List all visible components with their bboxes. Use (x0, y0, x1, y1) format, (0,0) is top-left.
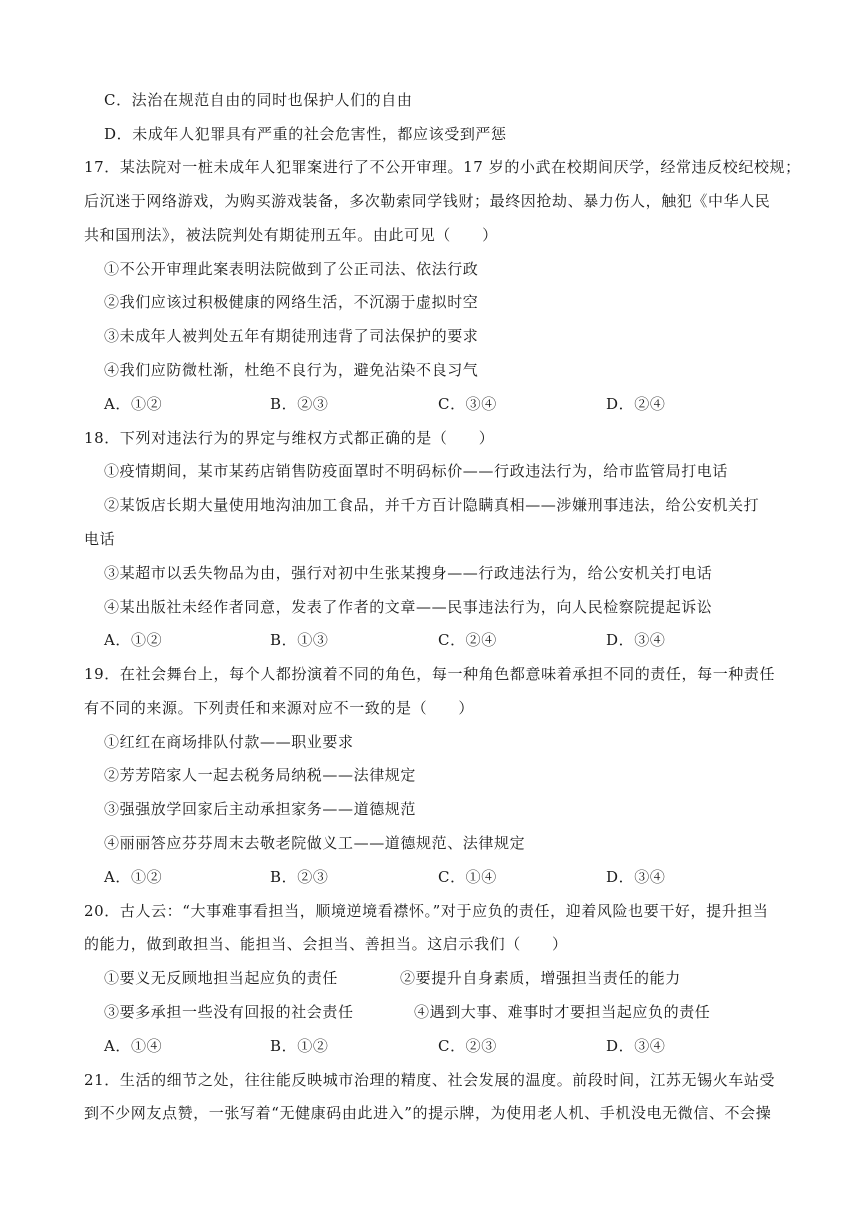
q17-stem-line-3: 共和国刑法》，被法院判处有期徒刑五年。由此可见（ ） (84, 226, 498, 244)
q17-option-b[interactable]: B．②③ (270, 395, 329, 413)
q17-item-4: ④我们应防微杜渐，杜绝不良行为，避免沾染不良习气 (104, 361, 479, 379)
q17-item-3: ③未成年人被判处五年有期徒刑违背了司法保护的要求 (104, 327, 479, 345)
q19-option-d[interactable]: D．③④ (606, 868, 666, 886)
q20-option-a[interactable]: A．①④ (104, 1037, 163, 1055)
q20-item-3: ③要多承担一些没有回报的社会责任 (104, 1003, 354, 1021)
q17-item-1: ①不公开审理此案表明法院做到了公正司法、依法行政 (104, 260, 479, 278)
q18-options (104, 630, 744, 650)
q19-option-c[interactable]: C．①④ (438, 868, 497, 886)
q19-options (104, 867, 744, 887)
q17-item-2: ②我们应该过积极健康的网络生活，不沉溺于虚拟时空 (104, 293, 479, 311)
q19-option-b[interactable]: B．②③ (270, 868, 329, 886)
q16-option-c: C．法治在规范自由的同时也保护人们的自由 (104, 91, 413, 109)
q18-item-2-line-1: ②某饭店长期大量使用地沟油加工食品，并千方百计隐瞒真相——涉嫌刑事违法，给公安机关打 (104, 496, 760, 514)
q18-item-3: ③某超市以丢失物品为由，强行对初中生张某搜身——行政违法行为，给公安机关打电话 (104, 564, 713, 582)
q19-option-a[interactable]: A．①② (104, 868, 163, 886)
q18-option-a[interactable]: A．①② (104, 631, 163, 649)
q19-stem-line-2: 有不同的来源。下列责任和来源对应不一致的是（ ） (84, 699, 475, 717)
q20-option-b[interactable]: B．①② (270, 1037, 329, 1055)
q19-item-1: ①红红在商场排队付款——职业要求 (104, 733, 354, 751)
q20-item-2: ②要提升自身素质，增强担当责任的能力 (400, 969, 681, 987)
q16-option-d: D．未成年人犯罪具有严重的社会危害性，都应该受到严惩 (104, 125, 507, 143)
q17-options (104, 394, 744, 414)
q17-stem-line-1: 17．某法院对一桩未成年人犯罪案进行了不公开审理。17 岁的小武在校期间厌学，经常违反校纪校规； (84, 158, 801, 176)
q21-stem-line-1: 21．生活的细节之处，往往能反映城市治理的精度、社会发展的温度。前段时间，江苏无锡火车站受 (84, 1071, 776, 1089)
q20-option-d[interactable]: D．③④ (606, 1037, 666, 1055)
q20-item-4: ④遇到大事、难事时才要担当起应负的责任 (414, 1003, 711, 1021)
q17-option-a[interactable]: A．①② (104, 395, 163, 413)
q18-item-4: ④某出版社未经作者同意，发表了作者的文章——民事违法行为，向人民检察院提起诉讼 (104, 598, 713, 616)
q18-stem-line-1: 18．下列对违法行为的界定与维权方式都正确的是（ ） (84, 429, 495, 447)
q20-options (104, 1036, 744, 1056)
q18-option-c[interactable]: C．②④ (438, 631, 497, 649)
q20-stem-line-1: 20．古人云：“大事难事看担当，顺境逆境看襟怀。”对于应负的责任，迎着风险也要干好，提升担当 (84, 902, 769, 920)
q17-stem-line-2: 后沉迷于网络游戏，为购买游戏装备，多次勒索同学钱财；最终因抢劫、暴力伤人，触犯《中华人民 (84, 192, 771, 210)
q19-stem-line-1: 19．在社会舞台上，每个人都扮演着不同的角色，每一种角色都意味着承担不同的责任，每一种责任 (84, 665, 776, 683)
q18-item-1: ①疫情期间，某市某药店销售防疫面罩时不明码标价——行政违法行为，给市监管局打电话 (104, 462, 729, 480)
q20-option-c[interactable]: C．②③ (438, 1037, 497, 1055)
q21-stem-line-2: 到不少网友点赞，一张写着“无健康码由此进入”的提示牌，为使用老人机、手机没电无微信、不会操 (84, 1104, 772, 1122)
q17-option-d[interactable]: D．②④ (606, 395, 666, 413)
q18-option-b[interactable]: B．①③ (270, 631, 329, 649)
q20-item-1: ①要义无反顾地担当起应负的责任 (104, 969, 339, 987)
q18-item-2-line-2: 电话 (84, 530, 116, 548)
q19-item-2: ②芳芳陪家人一起去税务局纳税——法律规定 (104, 766, 417, 784)
q20-stem-line-2: 的能力，做到敢担当、能担当、会担当、善担当。这启示我们（ ） (84, 935, 568, 953)
q19-item-4: ④丽丽答应芬芬周末去敬老院做义工——道德规范、法律规定 (104, 834, 526, 852)
q18-option-d[interactable]: D．③④ (606, 631, 666, 649)
q19-item-3: ③强强放学回家后主动承担家务——道德规范 (104, 800, 417, 818)
q17-option-c[interactable]: C．③④ (438, 395, 497, 413)
